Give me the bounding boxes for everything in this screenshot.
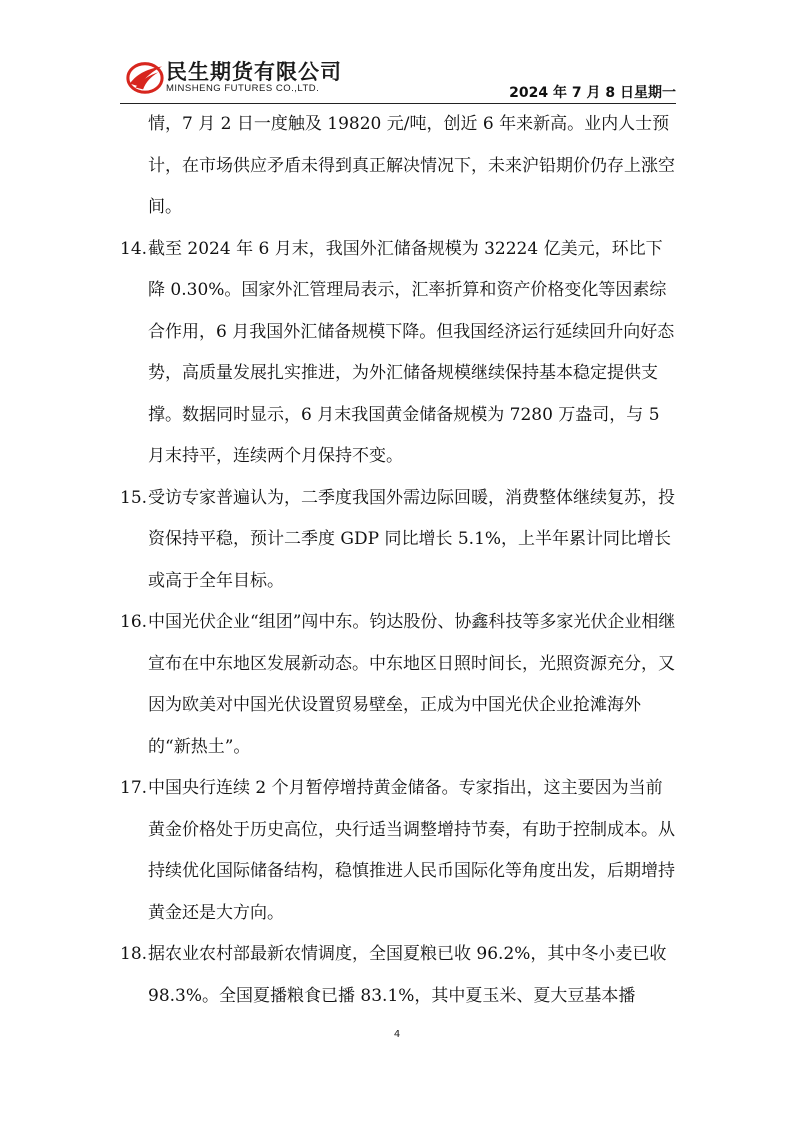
item-text: 截至 2024 年 6 月末，我国外汇储备规模为 32224 亿美元，环比下降 0.30%。国家外汇管理局表示，汇率折算和资产价格变化等因素综合作用，6 月我国外汇储备规模下降。但我国经济运行延续回升向好态势，高质量发展扎实推进，为外汇储备规模继续保持基本稳定提供支撑。数据同时显示，6 月末我国黄金储备规模为 7280 万盎司，与 5 月末持平，连续两个月保持不变。 xyxy=(148,238,675,466)
item-number: 17. xyxy=(120,778,148,798)
news-item-17 xyxy=(120,768,676,934)
page-number: 4 xyxy=(393,1029,401,1040)
news-item-14 xyxy=(120,229,676,478)
item-text: 据农业农村部最新农情调度，全国夏粮已收 96.2%，其中冬小麦已收 98.3%。全国夏播粮食已播 83.1%，其中夏玉米、夏大豆基本播 xyxy=(148,944,667,1006)
item-text: 受访专家普遍认为，二季度我国外需边际回暖，消费整体继续复苏，投资保持平稳，预计二季度 GDP 同比增长 5.1%，上半年累计同比增长或高于全年目标。 xyxy=(148,487,675,591)
header-date: 2024 年 7 月 8 日星期一 xyxy=(509,85,676,101)
item-text: 中国光伏企业“组团”闯中东。钧达股份、协鑫科技等多家光伏企业相继宣布在中东地区发展新动态。中东地区日照时间长，光照资源充分，又因为欧美对中国光伏设置贸易壁垒，正成为中国光伏企业抢滩海外的“新热土”。 xyxy=(148,612,676,757)
item-number: 15. xyxy=(120,487,148,508)
company-name-cn: 民生期货有限公司 xyxy=(166,60,342,84)
news-item-16 xyxy=(120,602,676,768)
item-number: 18. xyxy=(120,944,148,964)
company-logo xyxy=(120,54,380,100)
item-number: 14. xyxy=(120,238,148,259)
continuation-paragraph: 情，7 月 2 日一度触及 19820 元/吨，创近 6 年来新高。业内人士预计，在市场供应矛盾未得到真正解决情况下，未来沪铅期价仍存上涨空间。 xyxy=(148,114,675,217)
company-name-en: MINSHENG FUTURES CO.,LTD. xyxy=(166,83,320,94)
news-item-18 xyxy=(120,934,676,1017)
item-text: 中国央行连续 2 个月暂停增持黄金储备。专家指出，这主要因为当前黄金价格处于历史高位，央行适当调整增持节奏，有助于控制成本。从持续优化国际储备结构，稳慎推进人民币国际化等角度出发，后期增持黄金还是大方向。 xyxy=(148,778,675,923)
page-header xyxy=(120,54,676,104)
page-content xyxy=(120,104,676,1017)
minsheng-logo-icon xyxy=(126,58,164,96)
news-item-15 xyxy=(120,478,676,603)
item-number: 16. xyxy=(120,612,148,632)
